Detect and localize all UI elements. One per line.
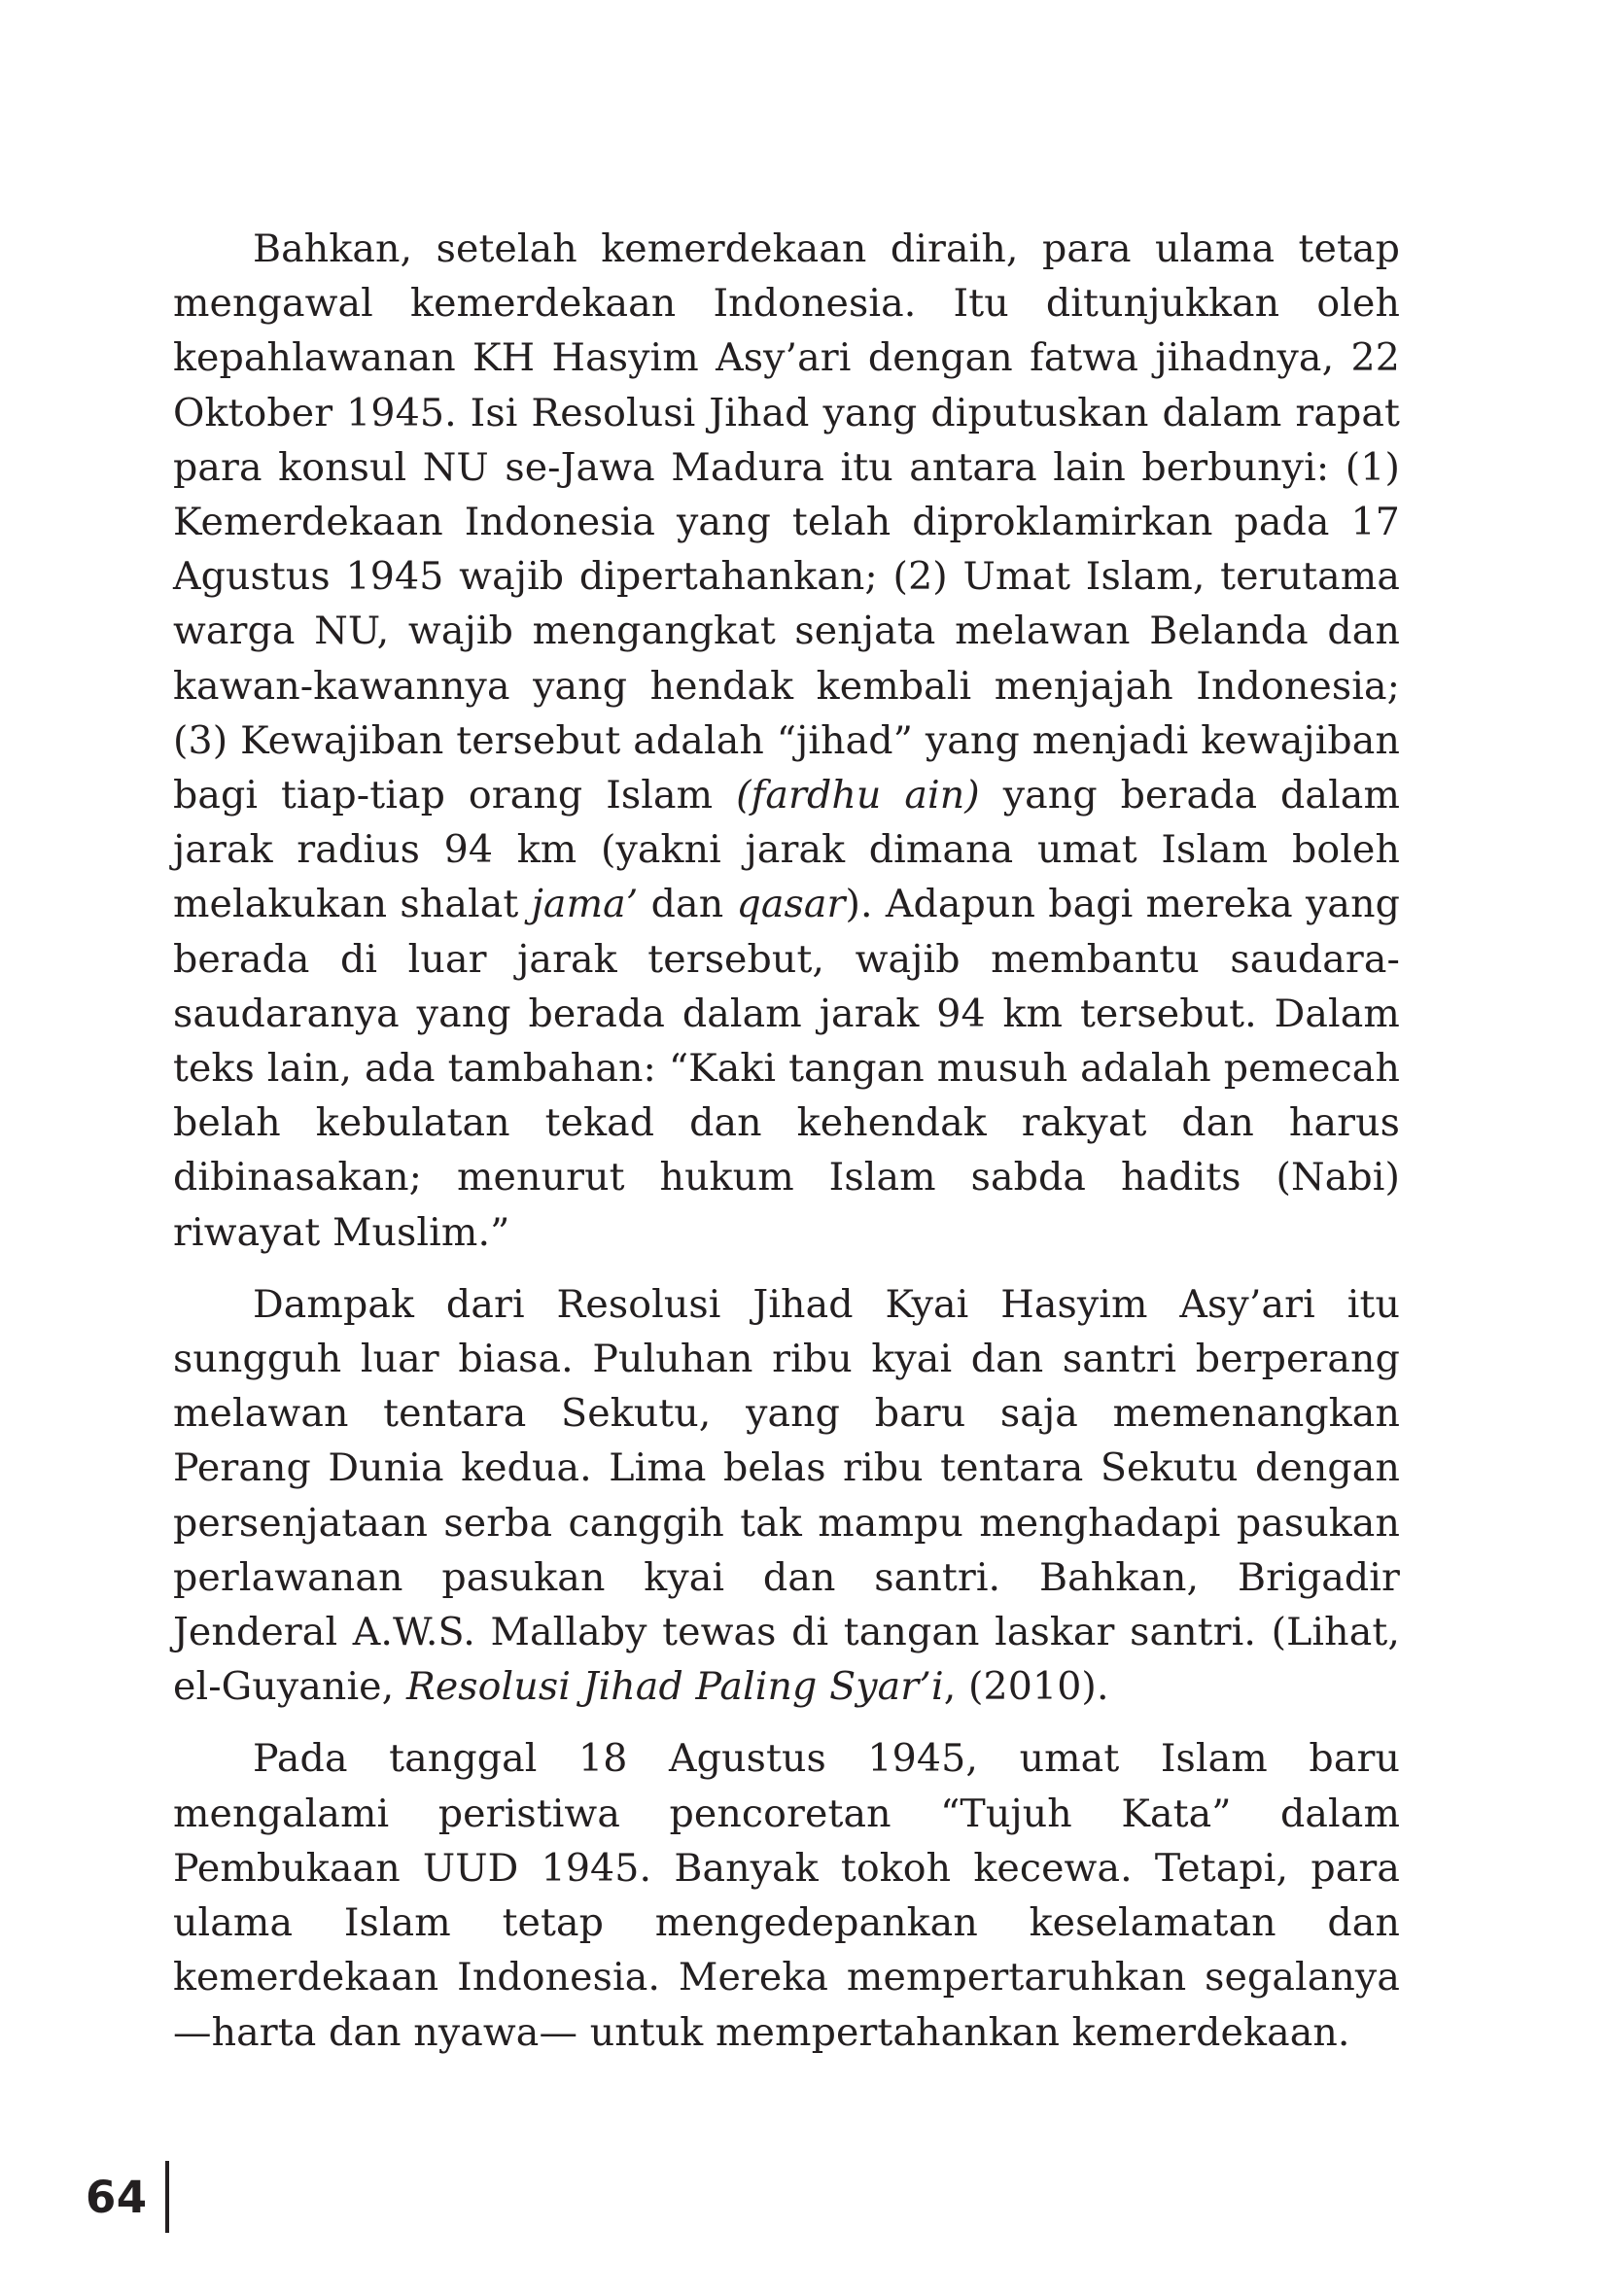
paragraph-dampak-resolusi: [173, 1277, 1400, 1715]
page-body: [173, 222, 1400, 2077]
paragraph-text: Bahkan, setelah kemerdekaan diraih, para ulama tetap mengawal kemerdekaan Indonesia. Itu ditunjukkan oleh kepahlawanan KH Hasyim Asy’ari dengan fatwa jihadnya, 22 Oktober 1945. Isi Resolusi Jihad yang diputuskan dalam rapat para konsul NU se-Jawa Madura itu antara lain berbunyi: (1) Kemerdekaan Indonesia yang telah diproklamirkan pada 17 Agustus 1945 wajib dipertahankan; (2) Umat Islam, terutama warga NU, wajib mengangkat senjata melawan Belanda dan kawan-kawannya yang hendak kembali menjajah Indonesia; (3) Kewajiban tersebut adalah “jihad” yang menjadi kewajiban bagi tiap-tiap orang Islam: [173, 226, 1400, 818]
page-folio: [86, 2160, 169, 2234]
italic-book-title: Resolusi Jihad Paling Syar’i: [405, 1664, 944, 1710]
paragraph-text: yang berada dalam jarak radius 94 km (yakni jarak dimana umat Islam boleh melakukan shalat: [173, 773, 1401, 927]
italic-term-qasar: qasar: [736, 882, 846, 927]
paragraph-tujuh-kata: [173, 1731, 1400, 2059]
paragraph-text: Pada tanggal 18 Agustus 1945, umat Islam baru mengalami peristiwa pencoretan “Tujuh Kata” dalam Pembukaan UUD 1945. Banyak tokoh kecewa. Tetapi, para ulama Islam tetap mengedepankan keselamatan dan kemerdekaan Indonesia. Mereka mempertaruhkan segalanya —harta dan nyawa— untuk mempertahankan kemerdekaan.: [173, 1736, 1400, 2055]
italic-term-jama: jama’: [531, 882, 639, 927]
paragraph-resolusi-jihad: [173, 222, 1400, 1260]
page-number: 64: [86, 2171, 148, 2223]
paragraph-text: dan: [638, 882, 737, 927]
paragraph-text: ). Adapun bagi mereka yang berada di luar jarak tersebut, wajib membantu saudara-saudaranya yang berada dalam jarak 94 km tersebut. Dalam teks lain, ada tambahan: “Kaki tangan musuh adalah pemecah belah kebulatan tekad dan kehendak rakyat dan harus dibinasakan; menurut hukum Islam sabda hadits (Nabi) riwayat Muslim.”: [173, 882, 1400, 1255]
folio-divider: [165, 2161, 169, 2233]
paragraph-text: , (2010).: [943, 1664, 1109, 1710]
paragraph-text: Dampak dari Resolusi Jihad Kyai Hasyim Asy’ari itu sungguh luar biasa. Puluhan ribu kyai dan santri berperang melawan tentara Sekutu, yang baru saja memenangkan Perang Dunia kedua. Lima belas ribu tentara Sekutu dengan persenjataan serba canggih tak mampu menghadapi pasukan perlawanan pasukan kyai dan santri. Bahkan, Brigadir Jenderal A.W.S. Mallaby tewas di tangan laskar santri. (Lihat, el-Guyanie,: [173, 1281, 1400, 1710]
italic-term-fardhu-ain: (fardhu ain): [736, 773, 980, 818]
